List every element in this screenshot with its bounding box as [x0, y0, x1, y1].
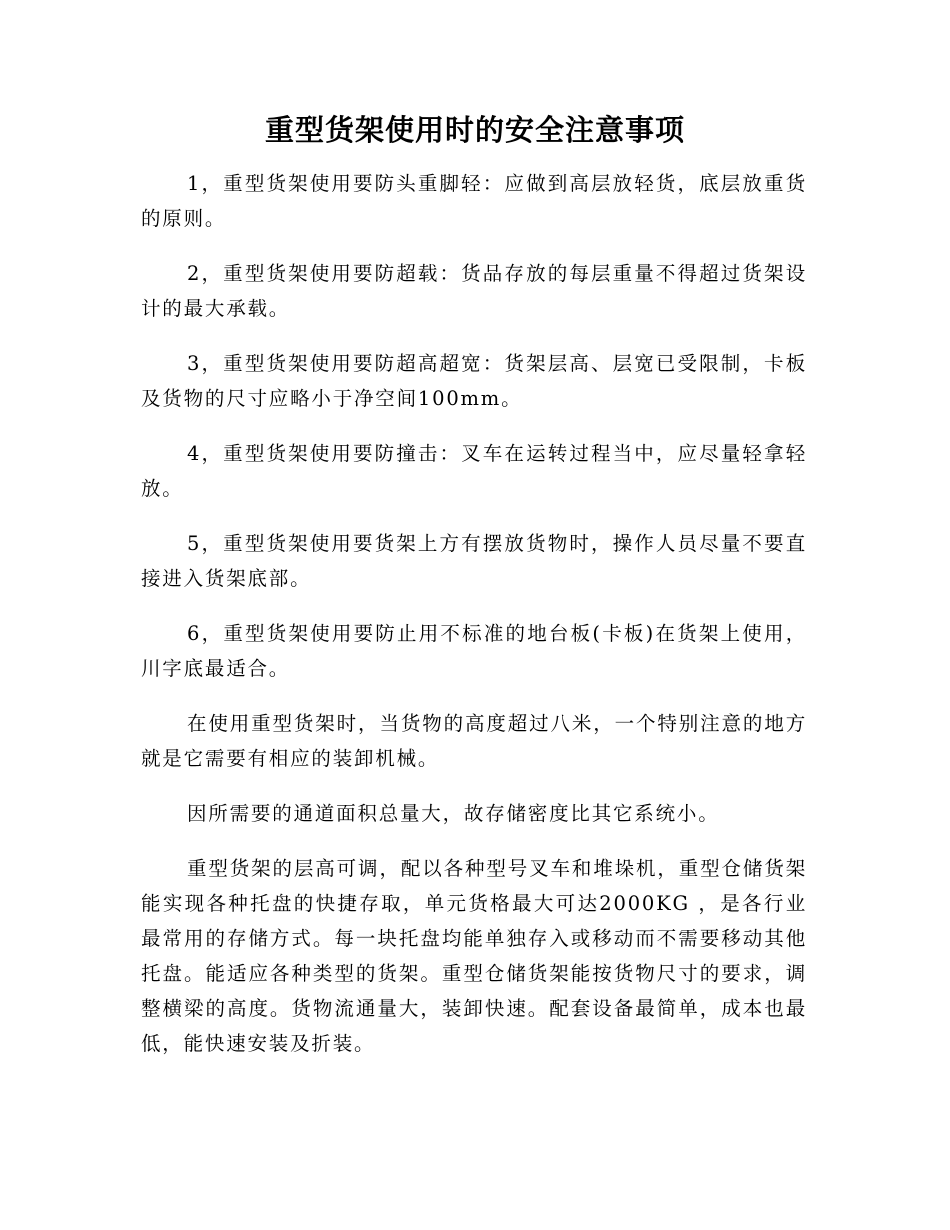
paragraph-5: 5，重型货架使用要货架上方有摆放货物时，操作人员尽量不要直接进入货架底部。	[141, 532, 807, 590]
paragraph-6: 6，重型货架使用要防止用不标准的地台板(卡板)在货架上使用，川字底最适合。	[141, 622, 807, 680]
paragraph-1: 1，重型货架使用要防头重脚轻：应做到高层放轻货，底层放重货的原则。	[141, 172, 807, 230]
document-title: 重型货架使用时的安全注意事项	[264, 113, 685, 147]
paragraph-3: 3，重型货架使用要防超高超宽：货架层高、层宽已受限制，卡板及货物的尺寸应略小于净空间100mm。	[141, 352, 807, 410]
paragraph-2: 2，重型货架使用要防超载：货品存放的每层重量不得超过货架设计的最大承载。	[141, 262, 807, 320]
paragraph-4: 4，重型货架使用要防撞击：叉车在运转过程当中，应尽量轻拿轻放。	[141, 442, 807, 500]
document-body	[141, 166, 807, 1081]
paragraph-7: 在使用重型货架时，当货物的高度超过八米，一个特别注意的地方就是它需要有相应的装卸机械。	[141, 712, 807, 770]
paragraph-8: 因所需要的通道面积总量大，故存储密度比其它系统小。	[187, 802, 720, 825]
paragraph-9: 重型货架的层高可调，配以各种型号叉车和堆垛机，重型仓储货架能实现各种托盘的快捷存取，单元货格最大可达2000KG ，是各行业最常用的存储方式。每一块托盘均能单独存入或移动而不需要移动其他托盘。能适应各种类型的货架。重型仓储货架能按货物尺寸的要求，调整横梁的高度。货物流通量大，装卸快速。配套设备最简单，成本也最低，能快速安装及折装。	[141, 857, 807, 1055]
